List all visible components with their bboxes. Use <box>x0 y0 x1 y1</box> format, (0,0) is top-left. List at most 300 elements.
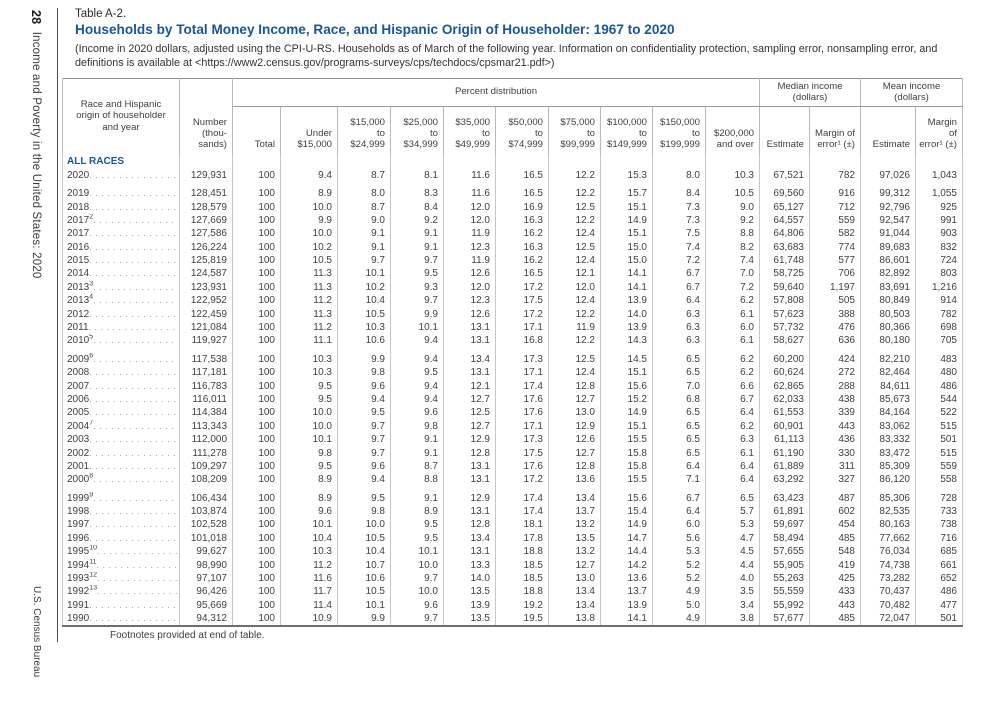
value-cell: 8.7 <box>338 200 391 213</box>
income-table <box>62 78 963 628</box>
year-label: 2003 <box>67 434 90 446</box>
value-cell: 12.0 <box>444 281 496 294</box>
year-label: 2008 <box>67 367 90 379</box>
value-cell: 57,808 <box>760 294 810 307</box>
value-cell: 6.7 <box>653 267 706 280</box>
dot-leader <box>93 353 177 366</box>
value-cell: 1,043 <box>916 169 963 182</box>
value-cell: 100 <box>233 200 281 213</box>
value-cell: 62,865 <box>760 379 810 392</box>
dot-leader <box>89 518 177 531</box>
year-wrap <box>67 599 177 612</box>
year-label: 1995$^{10}$ <box>67 545 98 558</box>
footnote-marker: 13 <box>89 585 98 593</box>
value-cell: 83,332 <box>861 433 916 446</box>
value-cell: 582 <box>810 227 861 240</box>
value-cell: 100 <box>233 612 281 626</box>
value-cell: 433 <box>810 585 861 598</box>
table-row <box>63 433 963 446</box>
value-cell: 14.0 <box>444 572 496 585</box>
year-label: 1999$^9$ <box>67 491 94 504</box>
value-cell: 501 <box>916 433 963 446</box>
dot-leader <box>89 460 177 473</box>
year-label: 2015 <box>67 255 90 267</box>
year-label: 2000$^8$ <box>67 473 94 486</box>
value-cell: 61,190 <box>760 446 810 459</box>
year-wrap <box>67 473 177 486</box>
page-content <box>62 8 962 641</box>
value-cell: 58,725 <box>760 267 810 280</box>
dot-leader <box>89 447 177 460</box>
value-cell: 515 <box>916 420 963 433</box>
table-row <box>63 281 963 294</box>
value-cell: 11.3 <box>281 281 338 294</box>
column-header: Total <box>233 107 281 154</box>
year-cell <box>63 321 180 334</box>
value-cell: 109,297 <box>180 460 233 473</box>
year-cell <box>63 559 180 572</box>
value-cell: 16.9 <box>496 200 549 213</box>
value-cell: 602 <box>810 505 861 518</box>
value-cell: 9.8 <box>281 446 338 459</box>
value-cell: 12.9 <box>444 492 496 505</box>
dot-leader <box>89 254 177 267</box>
value-cell: 119,927 <box>180 334 233 347</box>
value-cell: 559 <box>810 214 861 227</box>
value-cell: 9.7 <box>391 294 444 307</box>
value-cell: 14.1 <box>601 281 653 294</box>
value-cell: 12.2 <box>549 169 601 182</box>
value-cell: 13.8 <box>549 612 601 626</box>
value-cell: 59,640 <box>760 281 810 294</box>
value-cell: 61,113 <box>760 433 810 446</box>
footnote-marker: 3 <box>89 280 94 288</box>
year-cell <box>63 473 180 486</box>
value-cell: 8.2 <box>706 241 760 254</box>
value-cell: 991 <box>916 214 963 227</box>
value-cell: 3.4 <box>706 599 760 612</box>
table-cell <box>338 154 391 169</box>
dot-leader <box>89 406 177 419</box>
value-cell: 6.2 <box>706 353 760 366</box>
year-label: 1994$^{11}$ <box>67 558 97 571</box>
value-cell: 3.5 <box>706 585 760 598</box>
value-cell: 101,018 <box>180 532 233 545</box>
value-cell: 55,992 <box>760 599 810 612</box>
value-cell: 8.8 <box>391 473 444 486</box>
column-header: Estimate <box>861 107 916 154</box>
table-row <box>63 200 963 213</box>
value-cell: 9.5 <box>281 460 338 473</box>
value-cell: 100 <box>233 518 281 531</box>
page-number: 28 <box>29 10 43 25</box>
year-cell <box>63 366 180 379</box>
value-cell: 10.7 <box>338 559 391 572</box>
value-cell: 443 <box>810 599 861 612</box>
stub-header: Race and Hispanic origin of householder and year <box>63 78 180 154</box>
value-cell: 117,538 <box>180 353 233 366</box>
value-cell: 559 <box>916 460 963 473</box>
value-cell: 15.4 <box>601 505 653 518</box>
value-cell: 705 <box>916 334 963 347</box>
value-cell: 100 <box>233 366 281 379</box>
value-cell: 10.1 <box>391 545 444 558</box>
value-cell: 4.5 <box>706 545 760 558</box>
year-label: 2019 <box>67 188 90 200</box>
year-wrap <box>67 447 177 460</box>
year-label: 1990 <box>67 613 90 625</box>
year-cell <box>63 200 180 213</box>
value-cell: 9.5 <box>281 379 338 392</box>
footnote-marker: 2 <box>89 213 94 221</box>
year-label: 2016 <box>67 241 90 253</box>
value-cell: 13.4 <box>549 599 601 612</box>
year-wrap <box>67 169 177 182</box>
footnote-marker: 9 <box>89 491 94 499</box>
value-cell: 100 <box>233 187 281 200</box>
year-label: 2018 <box>67 201 90 213</box>
value-cell: 12.4 <box>549 366 601 379</box>
value-cell: 522 <box>916 406 963 419</box>
value-cell: 9.1 <box>338 241 391 254</box>
value-cell: 9.6 <box>338 379 391 392</box>
table-row <box>63 406 963 419</box>
value-cell: 12.4 <box>549 227 601 240</box>
value-cell: 122,952 <box>180 294 233 307</box>
value-cell: 16.5 <box>496 169 549 182</box>
year-label: 2005 <box>67 407 90 419</box>
value-cell: 55,905 <box>760 559 810 572</box>
year-wrap <box>67 214 177 227</box>
value-cell: 9.5 <box>338 492 391 505</box>
footnote-marker: 4 <box>89 294 94 301</box>
value-cell: 558 <box>916 473 963 486</box>
table-row <box>63 532 963 545</box>
value-cell: 100 <box>233 169 281 182</box>
value-cell: 10.4 <box>281 532 338 545</box>
value-cell: 12.6 <box>444 308 496 321</box>
value-cell: 803 <box>916 267 963 280</box>
year-cell <box>63 518 180 531</box>
value-cell: 15.7 <box>601 187 653 200</box>
value-cell: 83,472 <box>861 446 916 459</box>
year-cell <box>63 433 180 446</box>
value-cell: 63,423 <box>760 492 810 505</box>
value-cell: 5.6 <box>653 532 706 545</box>
table-row <box>63 353 963 366</box>
value-cell: 9.7 <box>338 420 391 433</box>
value-cell: 16.2 <box>496 227 549 240</box>
dot-leader <box>93 214 177 227</box>
value-cell: 100 <box>233 585 281 598</box>
year-cell <box>63 281 180 294</box>
dot-leader <box>89 201 177 214</box>
table-row <box>63 294 963 307</box>
table-row <box>63 473 963 486</box>
year-wrap <box>67 227 177 240</box>
value-cell: 6.5 <box>706 492 760 505</box>
value-cell: 100 <box>233 393 281 406</box>
year-label: 2011 <box>67 322 89 334</box>
dot-leader <box>89 505 177 518</box>
value-cell: 438 <box>810 393 861 406</box>
value-cell: 577 <box>810 254 861 267</box>
value-cell: 7.4 <box>706 254 760 267</box>
year-label: 2002 <box>67 447 90 459</box>
value-cell: 16.2 <box>496 254 549 267</box>
year-wrap <box>67 559 177 572</box>
value-cell: 10.2 <box>281 241 338 254</box>
value-cell: 9.0 <box>706 200 760 213</box>
column-header: Estimate <box>760 107 810 154</box>
value-cell: 15.8 <box>601 460 653 473</box>
value-cell: 92,796 <box>861 200 916 213</box>
value-cell: 100 <box>233 353 281 366</box>
year-cell <box>63 446 180 459</box>
year-wrap <box>67 187 177 200</box>
margin-divider-line <box>57 8 58 642</box>
year-wrap <box>67 366 177 379</box>
value-cell: 124,587 <box>180 267 233 280</box>
value-cell: 82,464 <box>861 366 916 379</box>
value-cell: 59,697 <box>760 518 810 531</box>
value-cell: 9.3 <box>391 281 444 294</box>
year-cell <box>63 308 180 321</box>
value-cell: 128,579 <box>180 200 233 213</box>
column-header: Margin of error¹ (±) <box>916 107 963 154</box>
value-cell: 6.2 <box>706 366 760 379</box>
year-cell <box>63 334 180 347</box>
value-cell: 17.5 <box>496 446 549 459</box>
year-cell <box>63 379 180 392</box>
column-header: $100,000 to $149,999 <box>601 107 653 154</box>
value-cell: 6.5 <box>653 406 706 419</box>
year-wrap <box>67 612 177 625</box>
value-cell: 67,521 <box>760 169 810 182</box>
value-cell: 9.6 <box>391 406 444 419</box>
value-cell: 436 <box>810 433 861 446</box>
year-wrap <box>67 420 177 433</box>
value-cell: 10.5 <box>706 187 760 200</box>
year-cell <box>63 420 180 433</box>
value-cell: 6.3 <box>653 334 706 347</box>
value-cell: 11.6 <box>444 187 496 200</box>
value-cell: 7.2 <box>653 254 706 267</box>
value-cell: 706 <box>810 267 861 280</box>
value-cell: 114,384 <box>180 406 233 419</box>
value-cell: 16.3 <box>496 241 549 254</box>
value-cell: 10.5 <box>338 585 391 598</box>
value-cell: 14.0 <box>601 308 653 321</box>
value-cell: 91,044 <box>861 227 916 240</box>
value-cell: 72,047 <box>861 612 916 626</box>
value-cell: 486 <box>916 585 963 598</box>
value-cell: 480 <box>916 366 963 379</box>
value-cell: 15.6 <box>601 379 653 392</box>
value-cell: 13.1 <box>444 460 496 473</box>
value-cell: 288 <box>810 379 861 392</box>
value-cell: 9.6 <box>281 505 338 518</box>
value-cell: 70,482 <box>861 599 916 612</box>
value-cell: 8.8 <box>706 227 760 240</box>
value-cell: 14.5 <box>601 353 653 366</box>
value-cell: 13.9 <box>601 599 653 612</box>
value-cell: 100 <box>233 281 281 294</box>
dot-leader <box>93 334 177 347</box>
value-cell: 13.3 <box>444 559 496 572</box>
table-row <box>63 545 963 558</box>
value-cell: 14.9 <box>601 518 653 531</box>
value-cell: 733 <box>916 505 963 518</box>
value-cell: 9.8 <box>338 505 391 518</box>
value-cell: 9.2 <box>391 214 444 227</box>
column-header: $35,000 to $49,999 <box>444 107 496 154</box>
year-label: 1996 <box>67 532 90 544</box>
value-cell: 311 <box>810 460 861 473</box>
footnote-marker: 12 <box>89 571 98 579</box>
footnote-marker: 7 <box>89 419 94 427</box>
value-cell: 100 <box>233 321 281 334</box>
year-cell <box>63 187 180 200</box>
value-cell: 100 <box>233 406 281 419</box>
value-cell: 4.9 <box>653 612 706 626</box>
value-cell: 6.7 <box>653 492 706 505</box>
table-row <box>63 492 963 505</box>
value-cell: 10.0 <box>391 559 444 572</box>
year-cell <box>63 393 180 406</box>
year-wrap <box>67 267 177 280</box>
value-cell: 117,181 <box>180 366 233 379</box>
value-cell: 13.7 <box>549 505 601 518</box>
value-cell: 782 <box>810 169 861 182</box>
value-cell: 5.2 <box>653 559 706 572</box>
value-cell: 9.1 <box>391 492 444 505</box>
year-label: 2004$^7$ <box>67 419 94 432</box>
year-cell <box>63 227 180 240</box>
value-cell: 501 <box>916 612 963 626</box>
value-cell: 4.0 <box>706 572 760 585</box>
column-header: $15,000 to $24,999 <box>338 107 391 154</box>
value-cell: 9.4 <box>281 169 338 182</box>
value-cell: 8.4 <box>391 200 444 213</box>
value-cell: 17.3 <box>496 353 549 366</box>
value-cell: 9.1 <box>391 241 444 254</box>
value-cell: 12.8 <box>444 446 496 459</box>
table-row <box>63 267 963 280</box>
value-cell: 12.3 <box>444 294 496 307</box>
year-label: 2009$^6$ <box>67 352 94 365</box>
value-cell: 60,200 <box>760 353 810 366</box>
value-cell: 10.3 <box>281 366 338 379</box>
value-cell: 9.1 <box>391 446 444 459</box>
value-cell: 100 <box>233 492 281 505</box>
value-cell: 127,586 <box>180 227 233 240</box>
year-label: 2020 <box>67 169 90 181</box>
value-cell: 8.9 <box>281 187 338 200</box>
census-bureau-label: U.S. Census Bureau <box>31 586 42 678</box>
value-cell: 17.2 <box>496 308 549 321</box>
value-cell: 116,783 <box>180 379 233 392</box>
value-cell: 1,197 <box>810 281 861 294</box>
value-cell: 8.9 <box>281 492 338 505</box>
value-cell: 100 <box>233 505 281 518</box>
value-cell: 15.1 <box>601 227 653 240</box>
value-cell: 60,624 <box>760 366 810 379</box>
table-row <box>63 241 963 254</box>
column-header: Margin of error¹ (±) <box>810 107 861 154</box>
value-cell: 84,611 <box>861 379 916 392</box>
value-cell: 55,559 <box>760 585 810 598</box>
value-cell: 9.4 <box>391 353 444 366</box>
year-label: 1997 <box>67 519 90 531</box>
value-cell: 9.9 <box>391 308 444 321</box>
value-cell: 483 <box>916 353 963 366</box>
year-cell <box>63 241 180 254</box>
value-cell: 13.9 <box>601 321 653 334</box>
value-cell: 13.1 <box>444 334 496 347</box>
section-label: ALL RACES <box>63 154 180 169</box>
table-row <box>63 559 963 572</box>
value-cell: 10.1 <box>338 599 391 612</box>
value-cell: 9.5 <box>391 366 444 379</box>
value-cell: 76,034 <box>861 545 916 558</box>
table-subtitle: (Income in 2020 dollars, adjusted using the CPI-U-RS. Households as of March of the following year. Information on confidentiality protection, sampling error, nonsampling error, and definitions is available at <https://www2.census.gov/programs-surveys/cps/techdocs/cpsmar21.pdf>) <box>75 43 938 70</box>
value-cell: 100 <box>233 446 281 459</box>
value-cell: 8.9 <box>281 473 338 486</box>
value-cell: 13.5 <box>549 532 601 545</box>
value-cell: 58,627 <box>760 334 810 347</box>
value-cell: 82,892 <box>861 267 916 280</box>
value-cell: 112,000 <box>180 433 233 446</box>
value-cell: 10.6 <box>338 334 391 347</box>
dot-leader <box>89 267 177 280</box>
year-cell <box>63 585 180 598</box>
value-cell: 9.6 <box>338 460 391 473</box>
value-cell: 111,278 <box>180 446 233 459</box>
year-wrap <box>67 254 177 267</box>
value-cell: 9.9 <box>338 353 391 366</box>
year-cell <box>63 214 180 227</box>
value-cell: 15.5 <box>601 473 653 486</box>
value-cell: 12.3 <box>444 241 496 254</box>
left-margin-text <box>29 10 43 279</box>
value-cell: 82,535 <box>861 505 916 518</box>
value-cell: 94,312 <box>180 612 233 626</box>
value-cell: 92,547 <box>861 214 916 227</box>
value-cell: 486 <box>916 379 963 392</box>
value-cell: 7.0 <box>653 379 706 392</box>
value-cell: 9.4 <box>391 393 444 406</box>
table-row <box>63 599 963 612</box>
value-cell: 100 <box>233 267 281 280</box>
year-label: 2006 <box>67 393 90 405</box>
value-cell: 16.3 <box>496 214 549 227</box>
value-cell: 100 <box>233 241 281 254</box>
value-cell: 126,224 <box>180 241 233 254</box>
year-label: 2007 <box>67 380 90 392</box>
dot-leader <box>89 366 177 379</box>
value-cell: 122,459 <box>180 308 233 321</box>
value-cell: 6.6 <box>706 379 760 392</box>
table-row <box>63 308 963 321</box>
value-cell: 9.5 <box>391 532 444 545</box>
percent-distribution-header: Percent distribution <box>233 78 760 107</box>
value-cell: 330 <box>810 446 861 459</box>
value-cell: 80,366 <box>861 321 916 334</box>
table-row <box>63 446 963 459</box>
value-cell: 17.4 <box>496 492 549 505</box>
value-cell: 17.1 <box>496 321 549 334</box>
